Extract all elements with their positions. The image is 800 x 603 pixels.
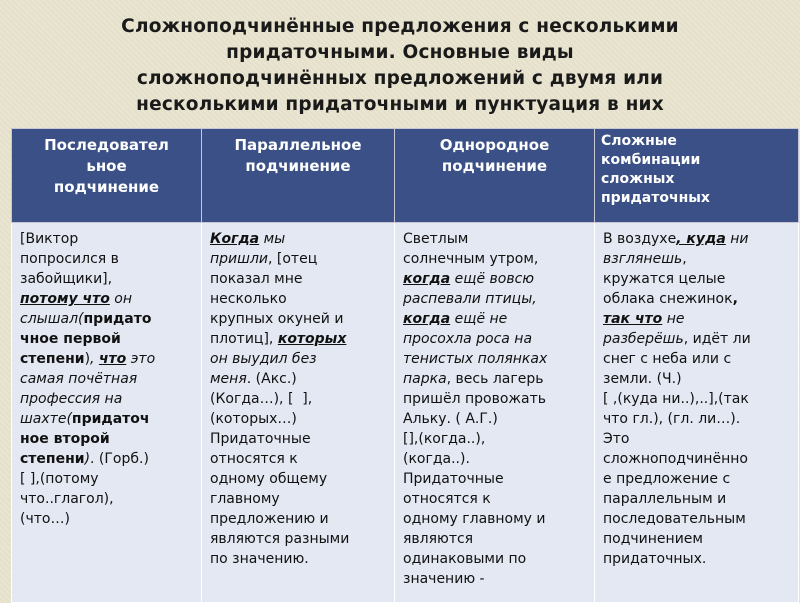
text-run: когда [403,311,451,327]
text-run: солнечным утром, [403,251,539,267]
text-run: ещё вовсю [450,271,535,287]
header-line: подчинение [441,157,548,175]
text-run: Когда [210,231,260,247]
text-run: он выудил без [210,351,317,367]
cell-line [210,529,386,549]
cell-line [20,489,193,509]
text-run: плотиц], [210,331,278,347]
header-line: Параллельное [234,136,362,154]
text-run: это [126,351,156,367]
cell-line [20,469,193,489]
cell-homogeneous [395,223,595,603]
text-run: профессия на [20,391,123,407]
text-run: парка [403,371,447,387]
text-run: пришли [210,251,268,267]
cell-parallel [202,223,395,603]
text-run: ни [725,231,749,247]
cell-line [603,489,790,509]
cell-line [210,329,386,349]
text-run: несколько [210,291,287,307]
text-run: являются разными [210,531,350,547]
header-complex [595,129,799,223]
text-run: (что…) [20,511,70,527]
cell-line [403,409,586,429]
cell-line [20,389,193,409]
cell-line [20,269,193,289]
text-run: что гл.), (гл. ли…). [603,411,741,427]
text-run: он [109,291,132,307]
text-run: степени [20,351,85,367]
cell-line [20,309,193,329]
cell-line [603,509,790,529]
text-run: подчинением [603,531,703,547]
cell-line [20,509,193,529]
text-run: ) [84,351,91,367]
page-title [0,14,800,118]
text-run: самая почётная [20,371,138,387]
header-homogeneous [395,129,595,223]
header-line: Сложные [601,133,677,149]
text-run: [Виктор [20,231,79,247]
text-run: показал мне [210,271,303,287]
text-run: относятся к [403,491,491,507]
cell-line [210,349,386,369]
cell-line [20,369,193,389]
text-run: одному главному и [403,511,546,527]
cell-line [403,269,586,289]
text-run: [ ,(куда ни..),..],(так [603,391,749,407]
text-run: Придаточные [210,431,311,447]
cell-line [403,289,586,309]
cell-line [603,269,790,289]
cell-line [603,529,790,549]
text-run: Альку. ( А.Г.) [403,411,498,427]
text-run: предложению и [210,511,329,527]
cell-line [403,389,586,409]
text-run: попросился в [20,251,119,267]
text-run: параллельным и [603,491,727,507]
cell-line [210,449,386,469]
text-run: тенистых полянках [403,351,548,367]
cell-line [603,389,790,409]
cell-line [210,429,386,449]
text-run: значению - [403,571,485,587]
title-line: Сложноподчинённые предложения с несколькими [121,16,679,37]
text-run: сложноподчинённо [603,451,748,467]
cell-line [403,469,586,489]
text-run: Светлым [403,231,469,247]
text-run: так что [603,311,663,327]
text-run: когда [403,271,451,287]
header-sequential [12,129,202,223]
text-run: снег с неба или с [603,351,732,367]
cell-line [210,389,386,409]
text-run: , весь лагерь [446,371,544,387]
title-line: сложноподчинённых предложений с двумя или [136,68,664,89]
text-run: главному [210,491,280,507]
text-run: которых [277,331,347,347]
cell-line [20,409,193,429]
cell-line [210,489,386,509]
cell-line [210,509,386,529]
text-run: придаточ [71,411,150,427]
cell-line [403,429,586,449]
text-run: что [98,351,127,367]
table-header-row [12,129,799,223]
header-line: комбинации [601,152,701,168]
cell-line [603,549,790,569]
text-run: являются [403,531,474,547]
cell-line [20,329,193,349]
text-run: одному общему [210,471,328,487]
text-run: взглянешь [603,251,683,267]
text-run: е предложение с [603,471,731,487]
cell-line [603,369,790,389]
text-run: Придаточные [403,471,504,487]
cell-line [403,369,586,389]
cell-sequential [12,223,202,603]
text-run: чное первой [20,331,121,347]
text-run: , [732,291,738,307]
cell-line [603,329,790,349]
text-run: меня [210,371,247,387]
text-run: , [682,251,687,267]
text-run: (когда..). [403,451,470,467]
header-line: ьное [86,157,127,175]
cell-line [603,349,790,369]
text-run: одинаковыми по [403,551,527,567]
cell-line [603,289,790,309]
cell-line [210,369,386,389]
text-run: потому что [20,291,110,307]
text-run: ) [84,451,91,467]
text-run: . (Горб.) [90,451,149,467]
text-run: , [отец [268,251,318,267]
text-run: относятся к [210,451,298,467]
cell-line [210,549,386,569]
cell-line [20,349,193,369]
header-line: Последовател [44,136,169,154]
text-run: [],(когда..), [403,431,486,447]
cell-line [403,529,586,549]
text-run: забойщики], [20,271,113,287]
header-line: подчинение [53,178,160,196]
text-run: пришёл провожать [403,391,546,407]
cell-line [210,269,386,289]
cell-line [403,349,586,369]
cell-line [210,309,386,329]
header-parallel [202,129,395,223]
text-run: просохла роса на [403,331,533,347]
title-line: несколькими придаточными и пунктуация в них [136,94,664,115]
cell-line [210,289,386,309]
text-run: [ ],(потому [20,471,99,487]
text-run: Это [603,431,630,447]
text-run: мы [259,231,286,247]
header-line: придаточных [601,190,710,206]
cell-line [20,449,193,469]
text-run: В воздухе [603,231,677,247]
cell-line [403,489,586,509]
cell-line [210,229,386,249]
cell-line [403,309,586,329]
text-run: придаточных. [603,551,707,567]
text-run: степени [20,451,85,467]
header-line: Однородное [439,136,550,154]
text-run: распевали птицы, [403,291,537,307]
text-run: по значению. [210,551,309,567]
cell-line [20,429,193,449]
cell-line [403,449,586,469]
text-run: придато [83,311,152,327]
cell-line [403,329,586,349]
text-run: облака снежинок [603,291,733,307]
cell-line [210,409,386,429]
cell-line [603,429,790,449]
text-run: последовательным [603,511,746,527]
cell-line [603,469,790,489]
cell-line [403,229,586,249]
cell-line [210,469,386,489]
text-run: , куда [676,231,726,247]
cell-line [603,449,790,469]
cell-line [603,229,790,249]
cell-line [603,409,790,429]
subordination-table [11,128,799,603]
text-run: (Когда…), [ ], [210,391,313,407]
text-run: земли. (Ч.) [603,371,682,387]
text-run: . (Акс.) [246,371,297,387]
cell-line [403,569,586,589]
cell-line [403,549,586,569]
text-run: (которых…) [210,411,297,427]
cell-line [403,249,586,269]
text-run: разберёшь [603,331,684,347]
header-line: подчинение [245,157,351,175]
table-row [12,223,799,603]
text-run: что..глагол), [20,491,114,507]
text-run: слышал( [20,311,84,327]
text-run: кружатся целые [603,271,726,287]
cell-line [603,309,790,329]
text-run: крупных окуней и [210,311,344,327]
cell-line [603,249,790,269]
header-line: сложных [601,171,675,187]
text-run: , [90,351,99,367]
cell-line [20,289,193,309]
cell-line [20,229,193,249]
text-run: , идёт ли [683,331,751,347]
cell-complex [595,223,799,603]
cell-line [403,509,586,529]
cell-line [210,249,386,269]
text-run: шахте( [20,411,72,427]
text-run: ещё не [450,311,508,327]
cell-line [20,249,193,269]
text-run: ное второй [20,431,110,447]
text-run: не [662,311,685,327]
title-line: придаточными. Основные виды [226,42,574,63]
